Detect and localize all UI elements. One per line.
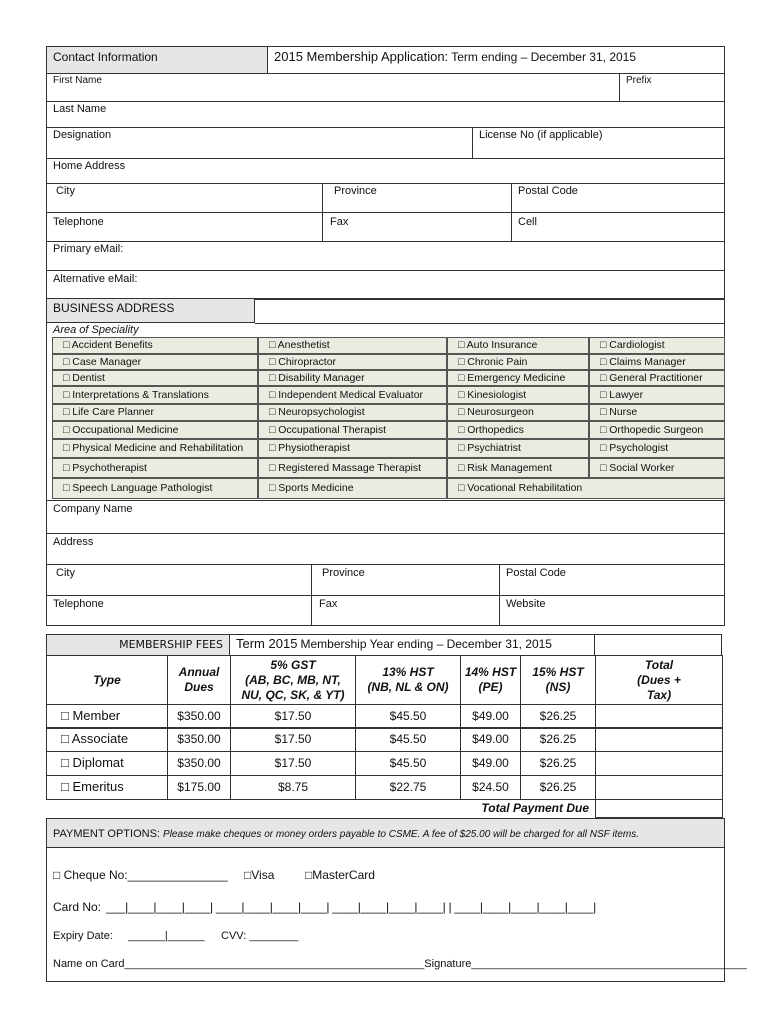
speciality-option[interactable]: □ Speech Language Pathologist	[52, 478, 258, 499]
fees-header-hst15	[520, 655, 596, 705]
cell-label: Cell	[518, 216, 537, 228]
business-postal-label: Postal Code	[506, 567, 566, 579]
fee-total-input[interactable]	[595, 775, 723, 800]
speciality-option[interactable]: □ Anesthetist	[258, 337, 447, 354]
fee-value: $26.25	[520, 751, 596, 776]
speciality-option[interactable]: □ Cardiologist	[589, 337, 725, 354]
contact-info-label: Contact Information	[53, 50, 158, 64]
fee-value: $49.00	[460, 727, 521, 752]
speciality-option[interactable]: □ Social Worker	[589, 458, 725, 478]
telephone-label: Telephone	[53, 216, 104, 228]
first-name-label: First Name	[53, 75, 102, 86]
fee-value: $17.50	[230, 704, 356, 729]
fees-header-line: 15% HST	[532, 665, 584, 679]
business-address-field-label: Address	[53, 536, 94, 548]
speciality-option[interactable]: □ General Practitioner	[589, 370, 725, 386]
speciality-option[interactable]: □ Case Manager	[52, 354, 258, 370]
business-province-label: Province	[322, 567, 365, 579]
speciality-option[interactable]: □ Psychotherapist	[52, 458, 258, 478]
fees-header-total	[595, 655, 723, 705]
speciality-option[interactable]: □ Independent Medical Evaluator	[258, 386, 447, 404]
primary-email-label: Primary eMail:	[53, 243, 124, 255]
last-name-label: Last Name	[53, 103, 107, 115]
speciality-option[interactable]: □ Vocational Rehabilitation	[447, 478, 725, 499]
fees-header-hst14	[460, 655, 521, 705]
province-label: Province	[334, 185, 377, 197]
fees-header-line: Tax)	[646, 687, 672, 702]
payment-options-label: PAYMENT OPTIONS:	[53, 828, 160, 840]
speciality-option[interactable]: □ Registered Massage Therapist	[258, 458, 447, 478]
fee-value: $350.00	[167, 751, 231, 776]
speciality-option[interactable]: □ Physiotherapist	[258, 439, 447, 458]
card-no-label: Card No:	[53, 900, 102, 914]
speciality-option[interactable]: □ Chronic Pain	[447, 354, 589, 370]
speciality-option[interactable]: □ Disability Manager	[258, 370, 447, 386]
speciality-option[interactable]: □ Risk Management	[447, 458, 589, 478]
fax-label: Fax	[330, 216, 349, 228]
fee-value: $26.25	[520, 775, 596, 800]
business-website-label: Website	[506, 598, 546, 610]
fees-header-line: (NB, NL & ON)	[367, 680, 449, 694]
fees-header-line: (PE)	[478, 680, 503, 694]
fees-header-line: (AB, BC, MB, NT,	[245, 672, 341, 687]
license-label: License No (if applicable)	[479, 129, 603, 141]
speciality-option[interactable]: □ Orthopedics	[447, 421, 589, 439]
fees-header-line: 14% HST	[464, 665, 517, 679]
fee-value: $45.50	[355, 727, 461, 752]
fee-value: $17.50	[230, 727, 356, 752]
area-of-speciality-label: Area of Speciality	[53, 324, 139, 336]
fee-value: $24.50	[460, 775, 521, 800]
fee-value: $26.25	[520, 727, 596, 752]
fee-total-input[interactable]	[595, 704, 723, 729]
name-signature-field[interactable]: Name on Card_________________________________________________Signature_____________________________________________	[53, 958, 747, 970]
cheque-option[interactable]: □ Cheque No:_______________	[53, 868, 228, 882]
fees-header-line: (NS)	[545, 680, 571, 694]
business-city-label: City	[56, 567, 75, 579]
fees-header-type	[46, 655, 168, 705]
page-title	[274, 49, 636, 64]
speciality-option[interactable]: □ Emergency Medicine	[447, 370, 589, 386]
company-name-label: Company Name	[53, 503, 133, 515]
fee-value: $17.50	[230, 751, 356, 776]
fee-value: $8.75	[230, 775, 356, 800]
payment-note: Please make cheques or money orders payable to CSME. A fee of $25.00 will be charged for all NSF items.	[163, 829, 640, 840]
speciality-option[interactable]: □ Lawyer	[589, 386, 725, 404]
title-main: 2015 Membership Application:	[274, 49, 449, 64]
contact-section	[46, 46, 725, 300]
fee-value: $45.50	[355, 704, 461, 729]
fees-header-gst	[230, 655, 356, 705]
payment-options-bar	[47, 819, 724, 848]
alt-email-label: Alternative eMail:	[53, 273, 138, 285]
speciality-option[interactable]: □ Physical Medicine and Rehabilitation	[52, 439, 258, 458]
speciality-option[interactable]: □ Psychiatrist	[447, 439, 589, 458]
fee-value: $175.00	[167, 775, 231, 800]
contact-info-header	[47, 47, 268, 73]
speciality-option[interactable]: □ Life Care Planner	[52, 404, 258, 421]
total-payment-due-input[interactable]	[595, 799, 723, 818]
speciality-option[interactable]: □ Occupational Medicine	[52, 421, 258, 439]
first-name-field[interactable]	[47, 88, 617, 100]
mastercard-option[interactable]: □MasterCard	[305, 868, 375, 882]
fees-header-line: Dues	[184, 680, 214, 694]
fee-total-input[interactable]	[595, 727, 723, 752]
fee-value: $49.00	[460, 704, 521, 729]
speciality-option[interactable]: □ Accident Benefits	[52, 337, 258, 354]
speciality-option[interactable]: □ Psychologist	[589, 439, 725, 458]
fees-header-line: 5% GST	[270, 657, 316, 672]
fees-term	[236, 636, 552, 651]
city-label: City	[56, 185, 75, 197]
speciality-option[interactable]: □ Dentist	[52, 370, 258, 386]
speciality-option[interactable]: □ Orthopedic Surgeon	[589, 421, 725, 439]
business-address-header	[47, 299, 255, 323]
fees-header-line: (Dues +	[637, 672, 681, 687]
membership-fees-label: MEMBERSHIP FEES	[119, 638, 223, 651]
fee-type-option[interactable]: □ Diplomat	[46, 751, 168, 776]
fee-value: $350.00	[167, 704, 231, 729]
business-address-label: BUSINESS ADDRESS	[53, 301, 175, 315]
cvv-field[interactable]: CVV: ________	[221, 930, 299, 942]
speciality-option[interactable]: □ Chiropractor	[258, 354, 447, 370]
fee-type-option[interactable]: □ Emeritus	[46, 775, 168, 800]
fee-value: $350.00	[167, 727, 231, 752]
home-address-label: Home Address	[53, 160, 126, 172]
total-payment-due-label: Total Payment Due	[46, 799, 596, 818]
speciality-option[interactable]: □ Nurse	[589, 404, 725, 421]
speciality-option[interactable]: □ Interpretations & Translations	[52, 386, 258, 404]
fee-value: $22.75	[355, 775, 461, 800]
fees-header-line: Total	[644, 657, 674, 672]
fees-header-line: Annual	[178, 665, 220, 679]
speciality-option[interactable]: □ Sports Medicine	[258, 478, 447, 499]
speciality-option[interactable]: □ Claims Manager	[589, 354, 725, 370]
fee-type-option[interactable]: □ Member	[46, 704, 168, 729]
visa-option[interactable]: □Visa	[244, 868, 275, 882]
fee-value: $49.00	[460, 751, 521, 776]
postal-code-label: Postal Code	[518, 185, 578, 197]
business-telephone-label: Telephone	[53, 598, 104, 610]
speciality-option[interactable]: □ Neuropsychologist	[258, 404, 447, 421]
speciality-option[interactable]: □ Kinesiologist	[447, 386, 589, 404]
speciality-option[interactable]: □ Occupational Therapist	[258, 421, 447, 439]
fees-header-line: Type	[93, 672, 121, 687]
speciality-option[interactable]: □ Auto Insurance	[447, 337, 589, 354]
fee-total-input[interactable]	[595, 751, 723, 776]
fees-header-hst13	[355, 655, 461, 705]
business-fax-label: Fax	[319, 598, 338, 610]
designation-label: Designation	[53, 129, 112, 141]
card-no-field[interactable]: ___|____|____|____| ____|____|____|____| ____|____|____|____| | ____|____|____|____|____|	[106, 900, 596, 914]
fees-term-rest: Membership Year ending – December 31, 2015	[300, 637, 552, 651]
fees-header-cell	[47, 635, 230, 655]
fees-header-line: NU, QC, SK, & YT)	[241, 687, 345, 702]
fees-header-line: 13% HST	[382, 665, 434, 679]
fee-type-option[interactable]: □ Associate	[46, 727, 168, 752]
prefix-label: Prefix	[626, 75, 652, 86]
fees-term-year: Term 2015	[236, 636, 298, 651]
fee-value: $45.50	[355, 751, 461, 776]
speciality-option[interactable]: □ Neurosurgeon	[447, 404, 589, 421]
fee-value: $26.25	[520, 704, 596, 729]
fees-header-annual	[167, 655, 231, 705]
expiry-date-field[interactable]: Expiry Date: ______|______	[53, 930, 205, 942]
title-term: Term ending – December 31, 2015	[451, 50, 637, 64]
